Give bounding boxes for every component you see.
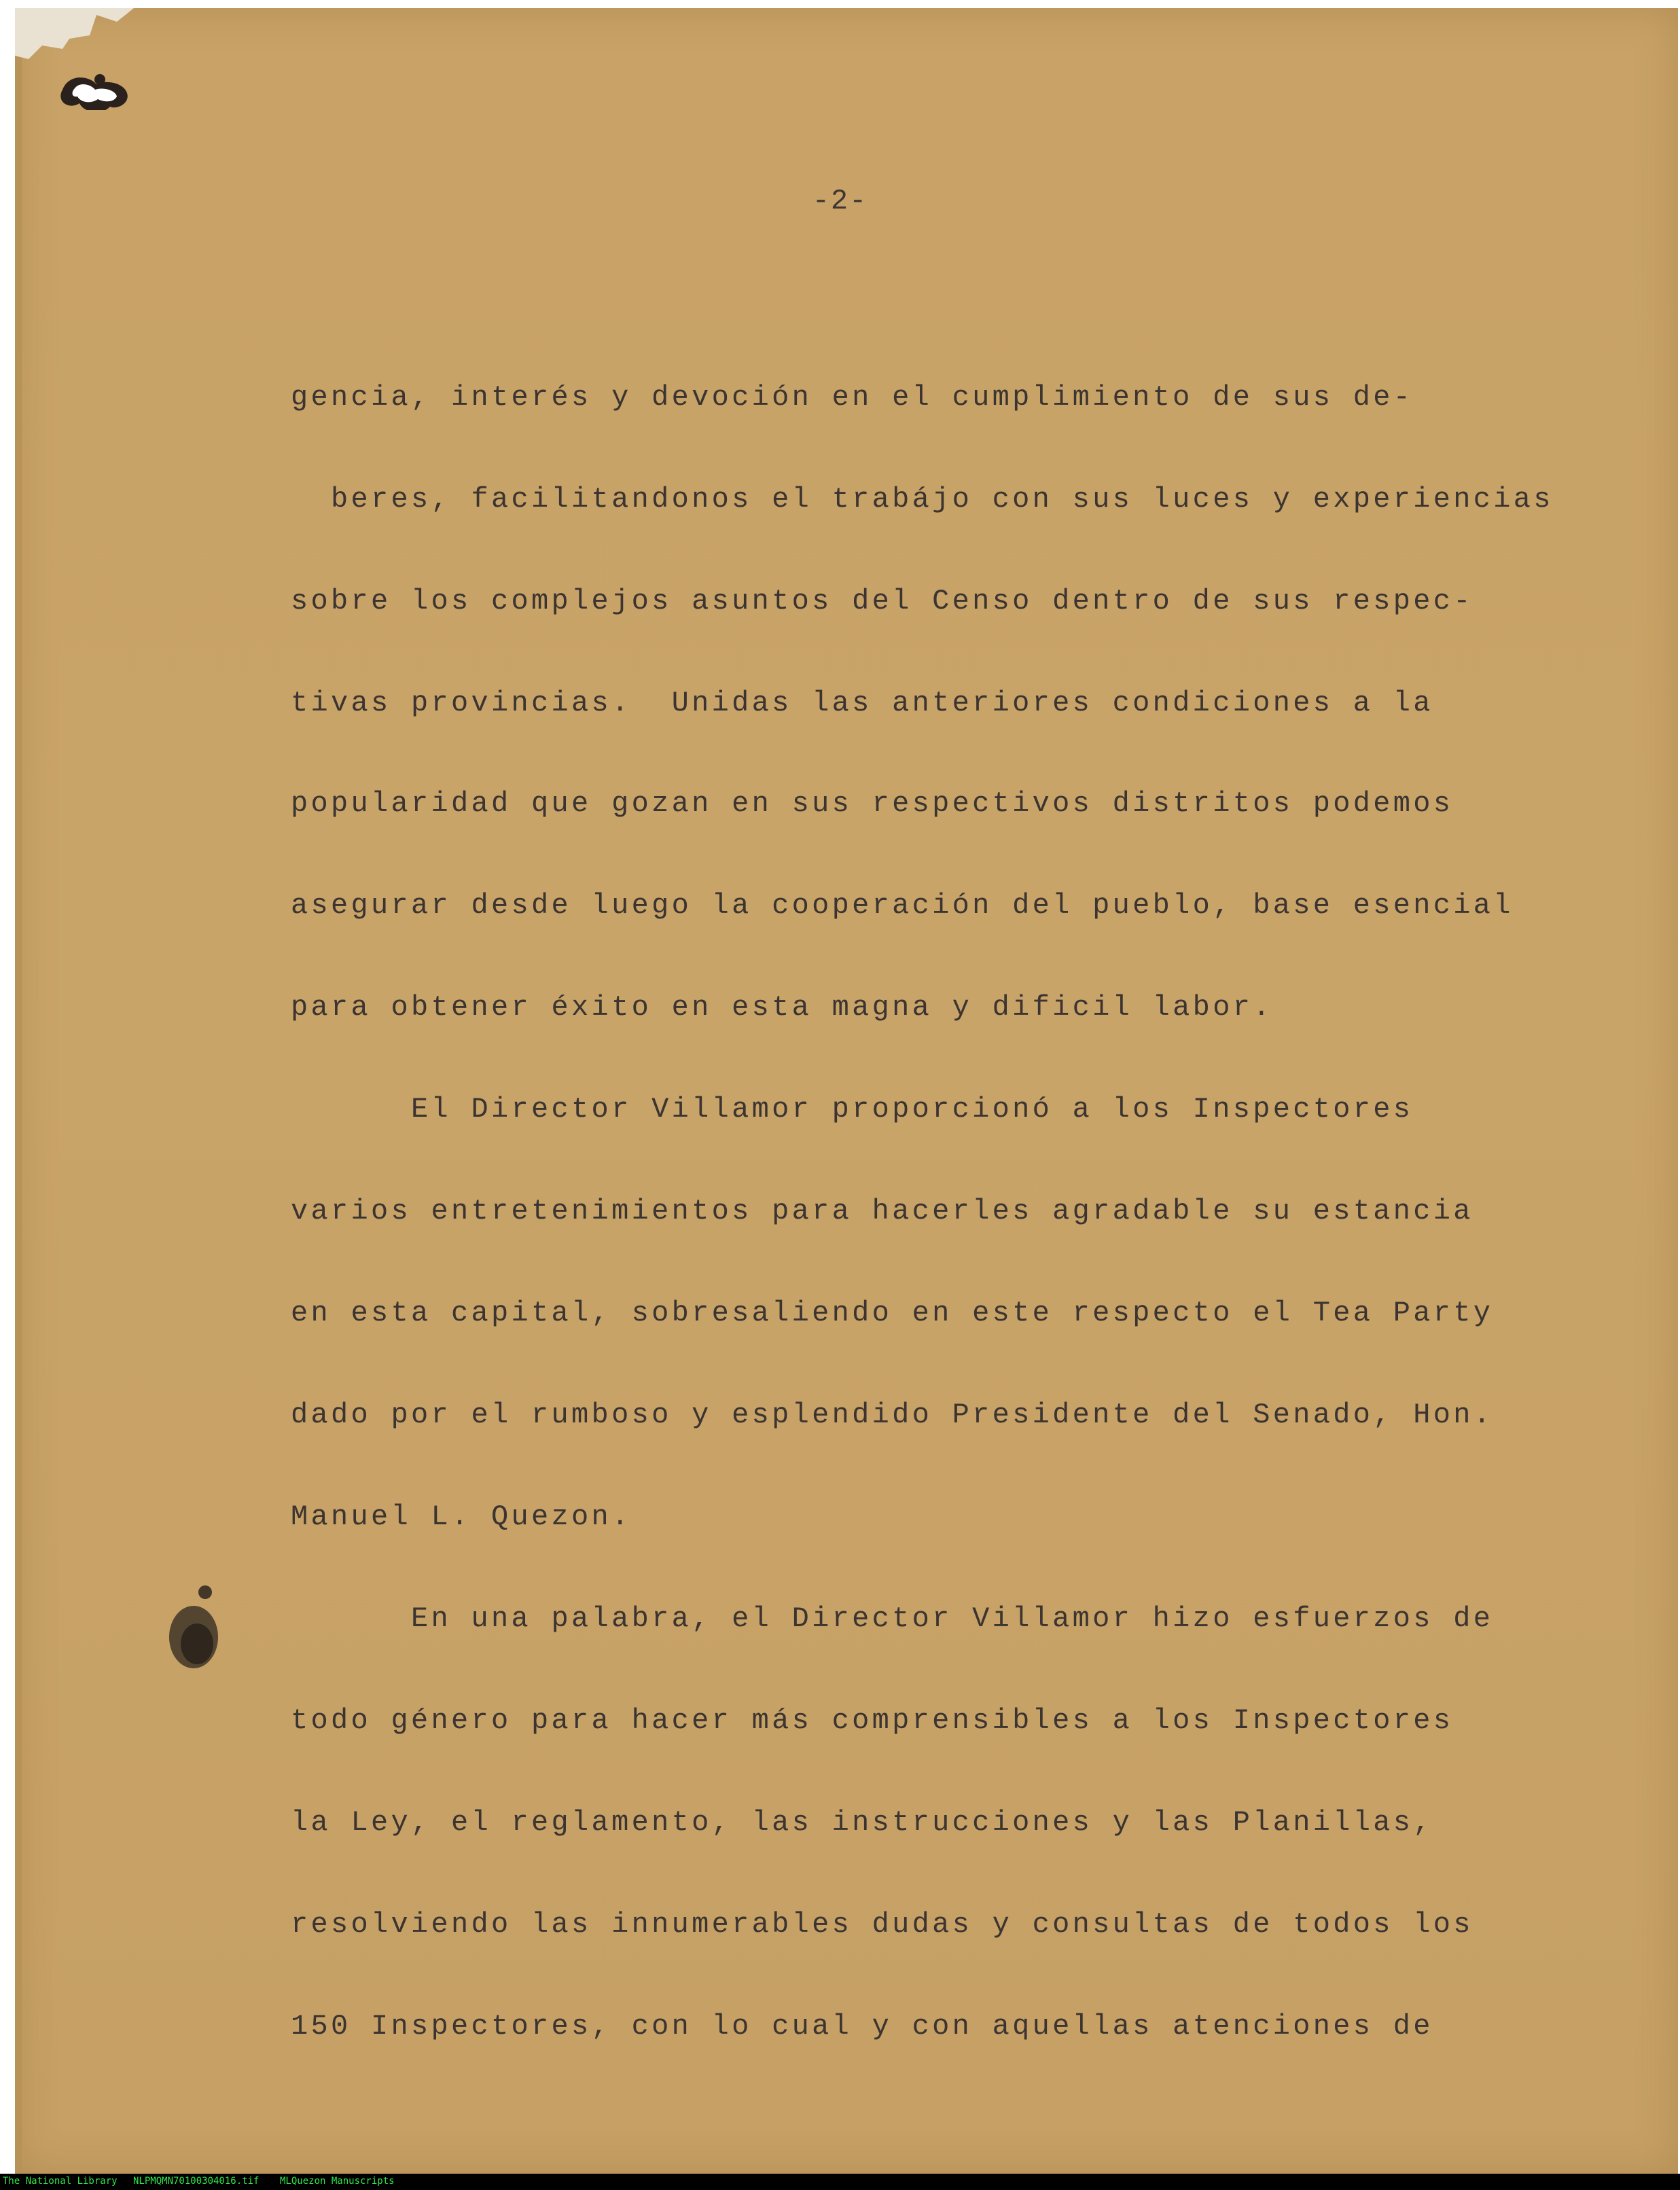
text-line: resolviendo las innumerables dudas y consultas de todos los [291, 1908, 1473, 1941]
footer-collection: MLQuezon Manuscripts [280, 2176, 395, 2187]
text-line: 150 Inspectores, con lo cual y con aquellas atenciones de [291, 2010, 1433, 2043]
footer-library: The National Library [3, 2176, 118, 2187]
text-line: En una palabra, el Director Villamor hizo esfuerzos de [291, 1602, 1494, 1635]
text-line: en esta capital, sobresaliendo en este respecto el Tea Party [291, 1297, 1494, 1329]
text-line: varios entretenimientos para hacerles agradable su estancia [291, 1195, 1473, 1227]
paper-edge [15, 8, 22, 2174]
paper-sheet [15, 8, 1678, 2174]
text-line: asegurar desde luego la cooperación del pueblo, base esencial [291, 889, 1514, 922]
text-line: beres, facilitandonos el trabájo con sus luces y experiencias [291, 483, 1554, 516]
page-number: -2- [812, 185, 868, 217]
text-line: dado por el rumboso y esplendido Presidente del Senado, Hon. [291, 1399, 1494, 1431]
text-line: para obtener éxito en esta magna y dificil labor. [291, 991, 1273, 1024]
torn-corner [15, 8, 137, 110]
text-line: tivas provincias. Unidas las anteriores condiciones a la [291, 687, 1433, 719]
scan-footer [0, 2174, 1680, 2190]
text-line: Manuel L. Quezon. [291, 1501, 632, 1533]
text-line: popularidad que gozan en sus respectivos distritos podemos [291, 787, 1454, 820]
text-line: sobre los complejos asuntos del Censo dentro de sus respec- [291, 585, 1473, 617]
footer-filename: NLPMQMN70100304016.tif [133, 2176, 260, 2187]
text-line: gencia, interés y devoción en el cumplimiento de sus de- [291, 381, 1414, 414]
text-line: la Ley, el reglamento, las instrucciones y las Planillas, [291, 1806, 1433, 1839]
ink-stain [163, 1583, 224, 1671]
text-line: todo género para hacer más comprensibles a los Inspectores [291, 1704, 1454, 1737]
text-line: El Director Villamor proporcionó a los Inspectores [291, 1093, 1414, 1126]
